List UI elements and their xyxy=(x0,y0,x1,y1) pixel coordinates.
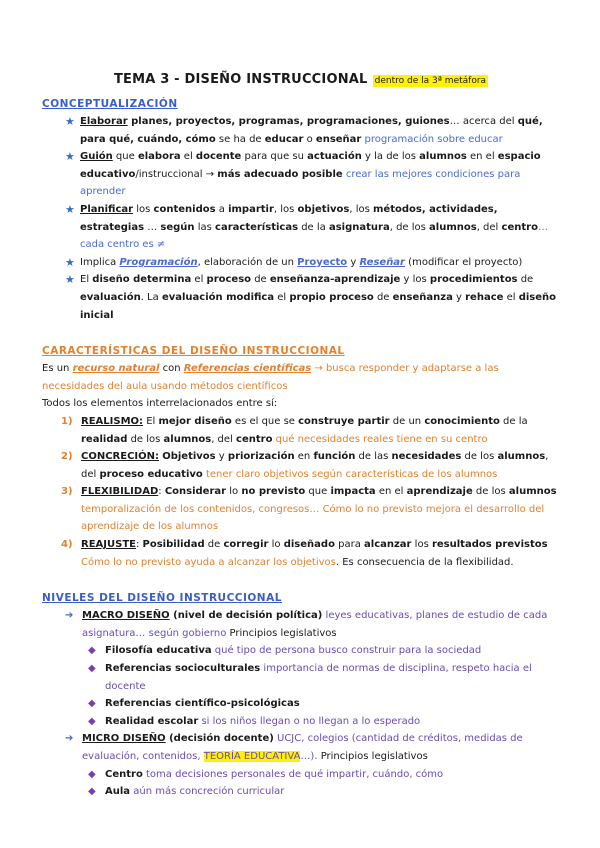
text-run: evaluación modifica xyxy=(161,291,275,303)
niveles-list xyxy=(42,607,560,801)
text-run: priorización xyxy=(227,451,295,463)
diamond-bullet-icon: ◆ xyxy=(88,663,96,675)
text-run: centro xyxy=(236,433,273,445)
text-run: MICRO DISEÑO xyxy=(82,733,166,745)
arrow-bullet-icon: ➔ xyxy=(65,610,74,622)
text-run: conocimiento xyxy=(424,415,500,427)
text-run: : xyxy=(158,486,165,498)
text-run: en xyxy=(294,451,314,463)
text-run: Considerar xyxy=(164,486,227,498)
text-run: … cada centro es ≠ xyxy=(80,221,548,251)
list-number: 4) xyxy=(61,539,73,551)
star-bullet-icon: ★ xyxy=(65,115,75,128)
text-run: proceso educativo xyxy=(99,468,203,480)
list-item xyxy=(61,413,560,448)
text-run: Cómo lo no previsto ayuda a alcanzar los objetivos xyxy=(81,556,336,568)
text-run: el xyxy=(191,274,207,286)
text-run: construye partir xyxy=(298,415,390,427)
text-run: , de los xyxy=(389,221,430,233)
text-run: MACRO DISEÑO xyxy=(82,610,170,622)
text-run: se ha de xyxy=(215,133,265,145)
text-run: en el xyxy=(466,151,498,163)
text-run: que xyxy=(112,151,138,163)
title-highlight: dentro de la 3ª metáfora xyxy=(374,76,487,86)
text-run: : xyxy=(135,539,143,551)
text-run: leyes educativas, planes de estudio de cada asignatura… según gobierno xyxy=(82,610,548,639)
text-run: necesidades xyxy=(391,451,462,463)
text-run: (modificar el proyecto) xyxy=(405,256,523,268)
text-run: y xyxy=(347,256,360,268)
text-run: no previsto xyxy=(241,486,306,498)
text-run: lo xyxy=(226,486,242,498)
star-bullet-icon: ★ xyxy=(65,255,75,269)
text-run: Es un xyxy=(42,363,73,375)
text-run: enseñanza xyxy=(392,291,453,303)
text-run: según xyxy=(160,221,195,233)
text-run: Programación xyxy=(119,256,198,268)
diamond-bullet-icon: ◆ xyxy=(88,698,96,710)
text-run: , los xyxy=(273,203,298,215)
text-run: … acerca del xyxy=(449,116,518,127)
nivel-text xyxy=(82,733,523,762)
text-run: más adecuado posible xyxy=(217,168,343,180)
sub-list xyxy=(82,766,560,801)
sub-list xyxy=(82,642,560,730)
list-item xyxy=(65,113,560,148)
text-run: Referencias científicas xyxy=(183,363,312,375)
text-run: . La xyxy=(140,291,162,303)
list-item xyxy=(65,148,560,201)
list-item xyxy=(65,254,560,272)
text-run: , del xyxy=(476,221,502,233)
star-bullet-icon: ★ xyxy=(65,202,75,216)
text-run: espacio educativo xyxy=(80,151,541,180)
text-run: docente xyxy=(195,151,242,163)
text-run: proceso xyxy=(206,274,252,286)
text-run: temporalización de los contenidos, congresos… Cómo lo no previsto mejora el desarrollo del aprendizaje de los alumnos xyxy=(81,503,545,533)
text-run: diseñado xyxy=(283,539,335,551)
text-run: realidad xyxy=(81,433,128,445)
text-run: métodos, actividades, estrategias xyxy=(80,203,498,233)
text-run: qué tipo de persona busco construir para la sociedad xyxy=(211,645,482,657)
text-run: qué, para qué, cuándo, cómo xyxy=(80,116,543,145)
diamond-bullet-icon: ◆ xyxy=(88,645,96,657)
sub-list-item xyxy=(88,783,560,801)
caracteristicas-list xyxy=(42,413,560,571)
sub-list-item xyxy=(88,713,560,731)
text-run: el xyxy=(180,151,196,163)
text-run: de la xyxy=(499,415,528,427)
text-run: Referencias científico-psicológicas xyxy=(105,698,300,710)
text-run: alumnos xyxy=(429,221,477,233)
section-heading-niveles: NIVELES DEL DISEÑO INSTRUCCIONAL xyxy=(42,592,282,605)
text-run: Realidad escolar xyxy=(105,715,199,727)
text-run: programación sobre educar xyxy=(361,133,503,145)
list-item xyxy=(61,448,560,483)
text-run: diseño inicial xyxy=(80,291,557,321)
text-run: Implica xyxy=(80,256,120,268)
text-run: . Es consecuencia de la flexibilidad. xyxy=(335,556,514,568)
section-heading-conceptualizacion: CONCEPTUALIZACIÓN xyxy=(42,98,178,110)
text-run: de xyxy=(517,274,534,286)
text-run: alumnos xyxy=(497,451,546,463)
text-run: /instruccional → xyxy=(135,168,218,180)
text-run: si los niños llegan o no llegan a lo esperado xyxy=(198,715,421,727)
text-run: CONCRECIÓN: xyxy=(81,451,160,463)
text-run: , del xyxy=(81,451,549,480)
text-run: en el xyxy=(375,486,407,498)
text-run: crear las mejores condiciones para aprender xyxy=(80,168,521,198)
text-run: de los xyxy=(472,486,509,498)
caracteristicas-intro-2: Todos los elementos interrelacionados entre sí: xyxy=(42,398,278,410)
text-run: resultados previstos xyxy=(431,539,548,551)
text-run: …). xyxy=(300,751,321,762)
text-run: aún más concreción curricular xyxy=(130,786,285,798)
text-run: las xyxy=(194,221,216,233)
text-run: de los xyxy=(127,433,164,445)
list-item xyxy=(61,483,560,536)
text-run: que xyxy=(305,486,331,498)
sub-list-item xyxy=(88,695,560,713)
text-run: Elaborar xyxy=(80,116,128,127)
text-run: es el que se xyxy=(231,415,299,427)
nivel-text xyxy=(82,610,547,639)
text-run: de xyxy=(251,274,270,286)
text-run: toma decisiones personales de qué impartir, cuándo, cómo xyxy=(142,768,444,780)
text-run: Filosofía educativa xyxy=(105,645,212,657)
text-run: alumnos xyxy=(163,433,212,445)
text-run: actuación xyxy=(307,151,362,163)
text-run: REALISMO: xyxy=(81,415,144,427)
list-item xyxy=(65,730,560,800)
text-run: impacta xyxy=(330,486,376,498)
text-run: y los xyxy=(400,274,430,286)
text-run: aprendizaje xyxy=(406,486,473,498)
text-run: impartir xyxy=(228,203,274,215)
caracteristicas-intro xyxy=(42,360,560,395)
text-run: REAJUSTE xyxy=(81,539,136,551)
text-run: Aula xyxy=(105,786,131,798)
text-run: características xyxy=(215,221,299,233)
text-run: tener claro objetivos según características de los alumnos xyxy=(202,468,498,480)
text-run: a xyxy=(215,203,229,215)
text-run: Planificar xyxy=(80,203,134,215)
text-run: … xyxy=(144,221,161,233)
text-run: , los xyxy=(349,203,373,215)
text-run: diseño determina xyxy=(92,274,192,286)
list-item xyxy=(65,271,560,324)
text-run: alcanzar xyxy=(364,539,412,551)
text-run: importancia de normas de disciplina, respeto hacia el docente xyxy=(105,663,532,692)
list-item xyxy=(65,607,560,730)
text-run: de un xyxy=(389,415,425,427)
text-run: recurso natural xyxy=(72,363,160,375)
text-run: y la de los xyxy=(361,151,420,163)
text-run: planes, proyectos, programas, programaciones, guiones xyxy=(127,116,450,127)
text-run: Guión xyxy=(80,151,113,163)
text-run: mejor diseño xyxy=(158,415,232,427)
text-run: procedimientos xyxy=(429,274,518,286)
text-run: Principios legislativos xyxy=(320,751,428,762)
text-run: Principios legislativos xyxy=(226,627,337,639)
text-run: el xyxy=(503,291,519,303)
text-run: lo xyxy=(268,539,284,551)
text-run: el xyxy=(274,291,290,303)
list-number: 2) xyxy=(61,451,73,463)
diamond-bullet-icon: ◆ xyxy=(88,768,96,780)
text-run: centro xyxy=(501,221,538,233)
star-bullet-icon: ★ xyxy=(65,273,75,287)
text-run: los xyxy=(133,203,154,215)
text-run: o xyxy=(303,133,316,145)
text-run: Posibilidad xyxy=(142,539,205,551)
conceptualizacion-list xyxy=(42,113,560,324)
text-run: UCJC, colegios (cantidad de créditos, medidas de evaluación, contenidos, xyxy=(82,733,523,762)
text-run: Referencias socioculturales xyxy=(105,663,261,675)
text-run: corregir xyxy=(223,539,269,551)
text-run: Proyecto xyxy=(297,256,348,268)
text-run: alumnos xyxy=(508,486,557,498)
text-run: enseñanza-aprendizaje xyxy=(269,274,401,286)
text-run: enseñar xyxy=(315,133,362,145)
text-run: asignatura xyxy=(328,221,390,233)
text-run: función xyxy=(313,451,356,463)
text-run: de las xyxy=(355,451,392,463)
list-item xyxy=(61,536,560,571)
text-run: de xyxy=(204,539,224,551)
text-run: El xyxy=(143,415,159,427)
arrow-bullet-icon: ➔ xyxy=(65,733,74,745)
text-run: rehace xyxy=(465,291,504,303)
text-run: Reseñar xyxy=(359,256,405,268)
text-run: evaluación xyxy=(80,291,141,303)
star-bullet-icon: ★ xyxy=(65,150,75,164)
text-run: con xyxy=(159,363,184,375)
diamond-bullet-icon: ◆ xyxy=(88,715,96,727)
page-title: TEMA 3 - DISEÑO INSTRUCCIONAL xyxy=(113,72,368,87)
text-run: FLEXIBILIDAD xyxy=(81,486,159,498)
diamond-bullet-icon: ◆ xyxy=(88,786,96,798)
list-item xyxy=(65,201,560,254)
text-run: TEORÍA EDUCATIVA xyxy=(203,751,301,762)
title-row xyxy=(42,68,560,91)
section-heading-caracteristicas: CARACTERÍSTICAS DEL DISEÑO INSTRUCCIONAL xyxy=(42,345,345,358)
sub-list-item xyxy=(88,642,560,660)
list-number: 3) xyxy=(61,486,73,498)
sub-list-item xyxy=(88,660,560,695)
text-run: propio proceso xyxy=(289,291,374,303)
text-run: de xyxy=(373,291,393,303)
text-run: Centro xyxy=(105,768,143,780)
text-run: Objetivos xyxy=(162,451,216,463)
text-run: qué necesidades reales tiene en su centro xyxy=(272,433,488,445)
sub-list-item xyxy=(88,766,560,784)
text-run: educar xyxy=(264,133,304,145)
text-run: , del xyxy=(211,433,237,445)
text-run: alumnos xyxy=(419,151,467,163)
text-run: para xyxy=(334,539,365,551)
text-run: , elaboración de un xyxy=(197,256,298,268)
text-run: El xyxy=(80,274,93,286)
text-run: objetivos xyxy=(297,203,350,215)
text-run: contenidos xyxy=(153,203,216,215)
text-run: → busca responder y adaptarse a las necesidades del aula usando métodos científicos xyxy=(42,363,499,392)
text-run: de los xyxy=(461,451,498,463)
text-run: (nivel de decisión política) xyxy=(169,610,323,622)
text-run: elabora xyxy=(137,151,181,163)
text-run: para que su xyxy=(241,151,308,163)
list-number: 1) xyxy=(61,415,73,427)
text-run: y xyxy=(215,451,228,463)
text-run: y xyxy=(452,291,466,303)
text-run: de la xyxy=(298,221,329,233)
text-run: (decisión docente) xyxy=(165,733,274,745)
text-run: los xyxy=(411,539,432,551)
